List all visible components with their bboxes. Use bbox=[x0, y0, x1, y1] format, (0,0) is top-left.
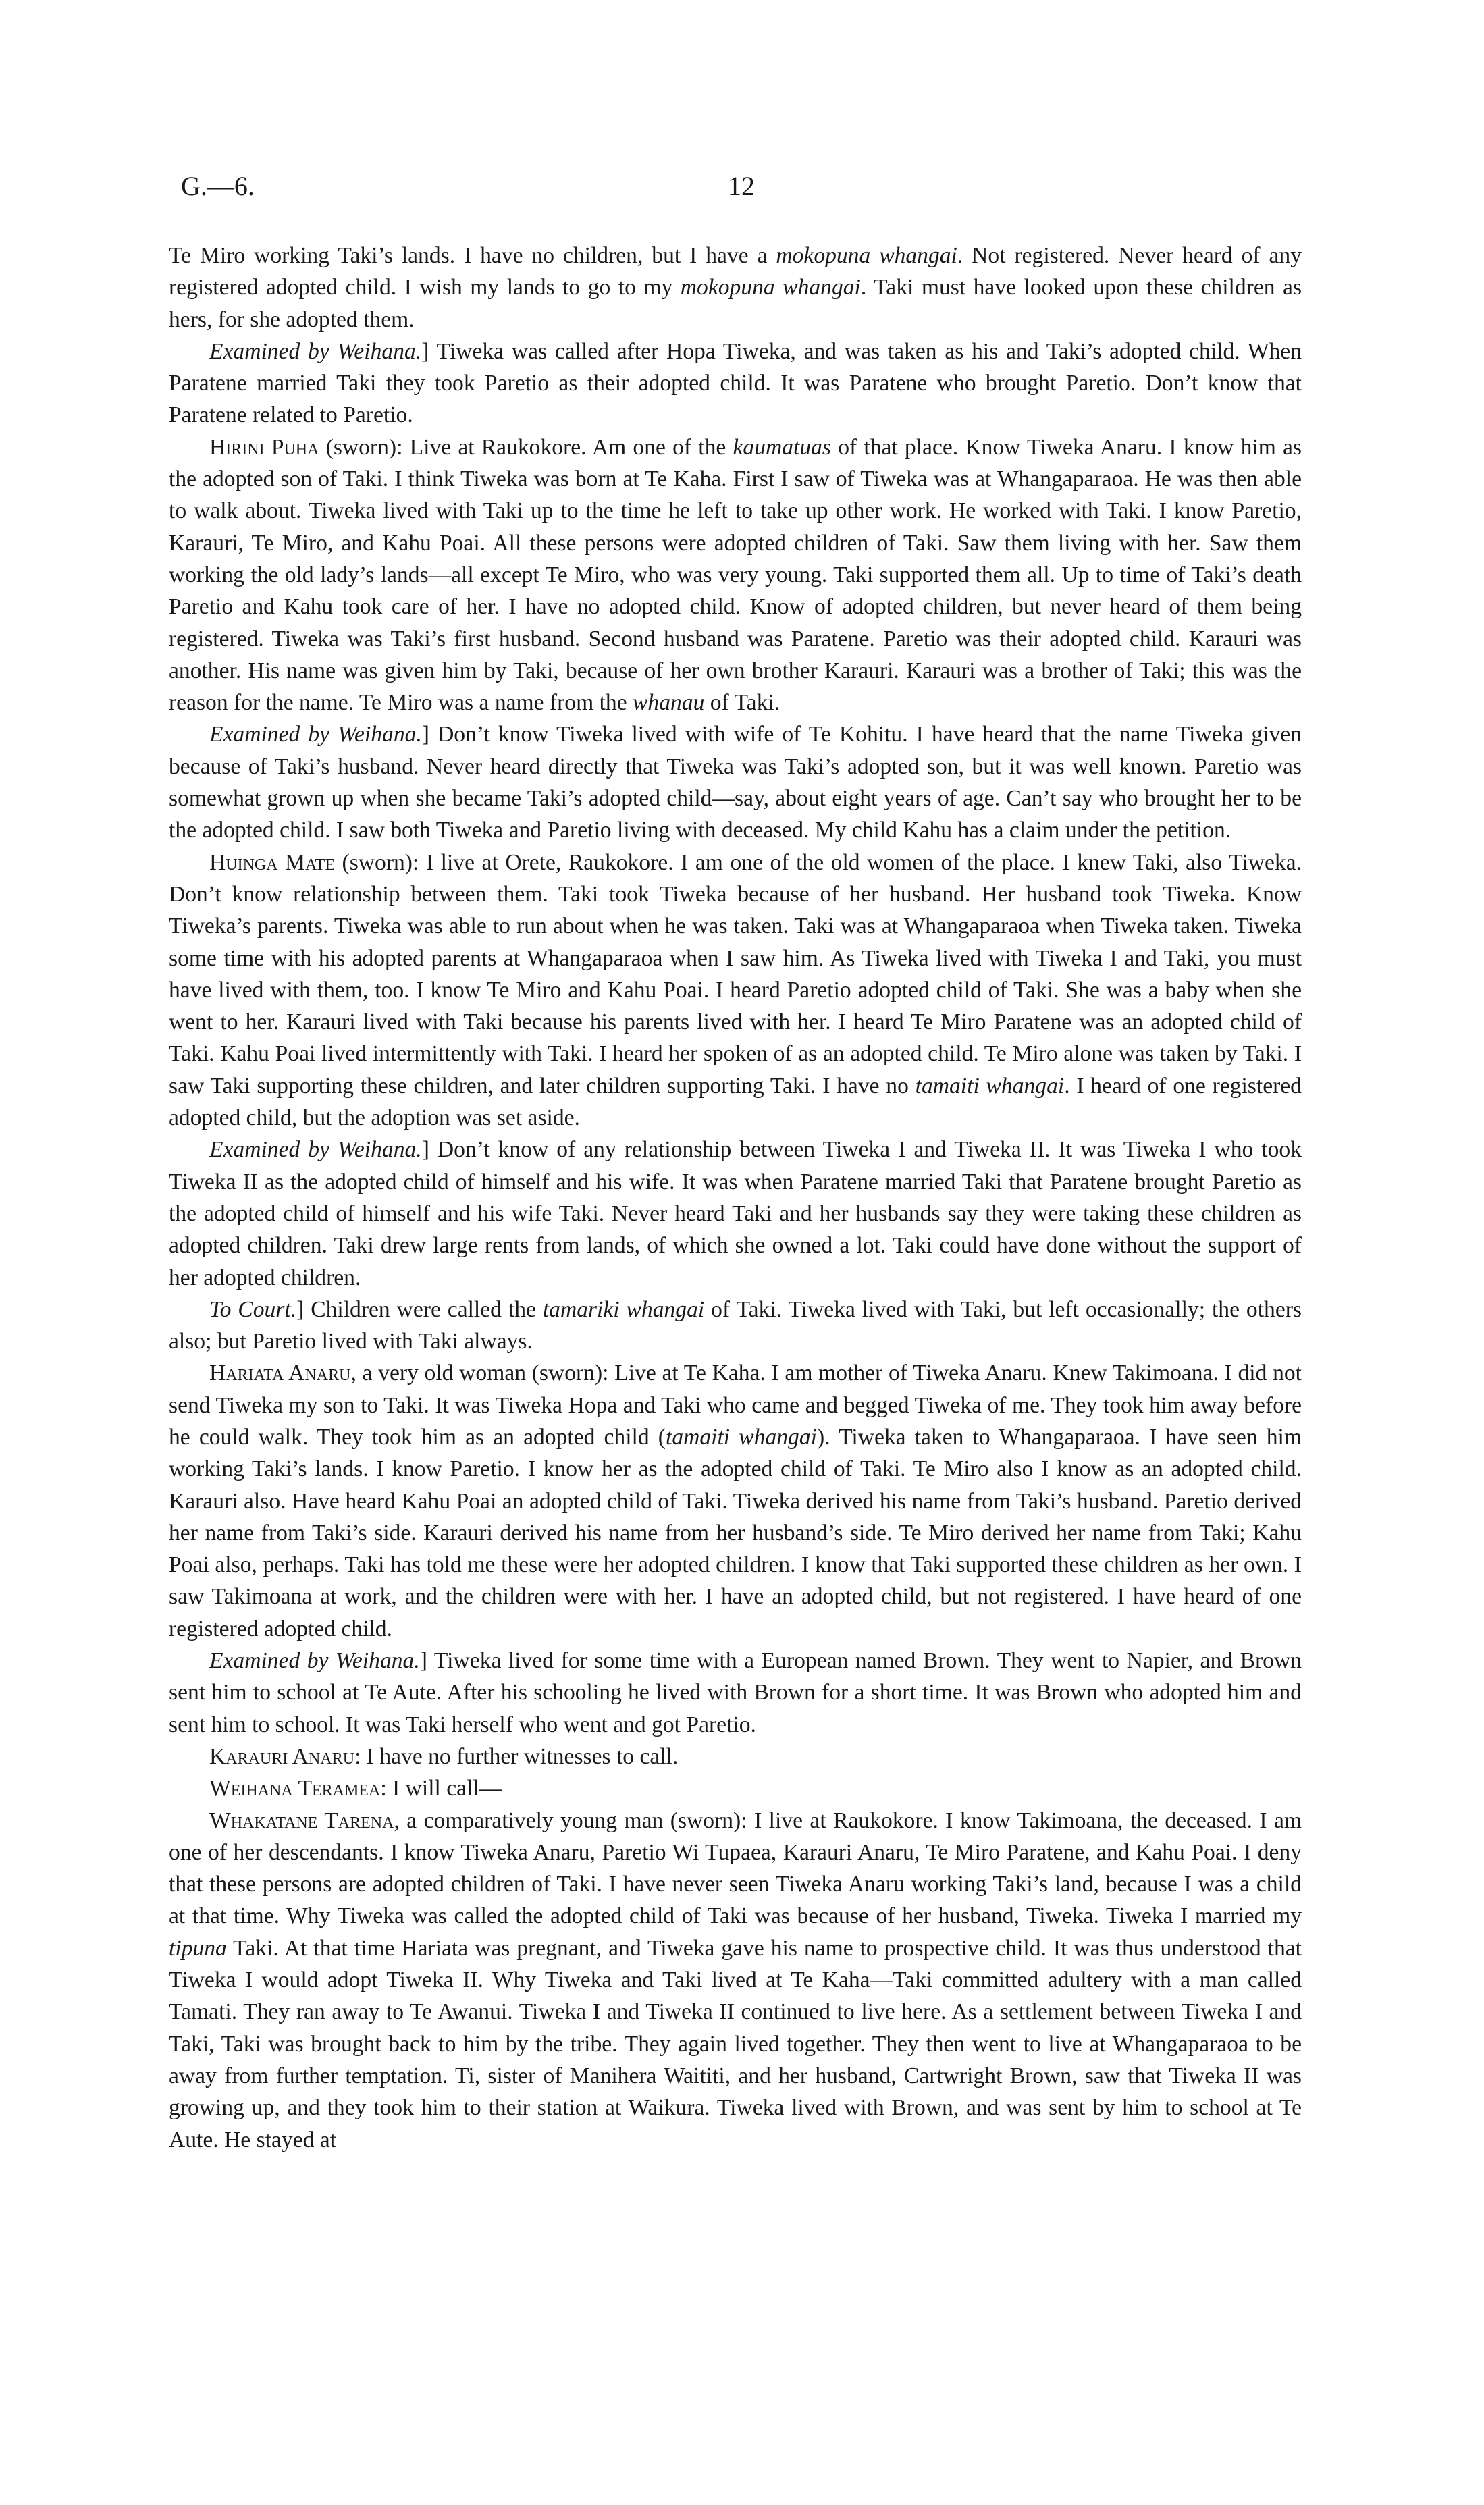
text-run: . I heard of one registered adopted child, but the adoption was set aside. bbox=[169, 1073, 1302, 1131]
text-run: ] Don’t know of any relationship between Tiweka I and Tiweka II. It was Tiweka I who took Tiweka II as the adopted child of himself and his wife. It was when Paratene married Taki that Paratene brought Paretio as the adopted child of himself and his wife Taki. Never heard Taki and her husbands say they were taking these children as adopted children. Taki drew large rents from lands, of which she owned a lot. Taki could have done without the support of her adopted children. bbox=[169, 1137, 1302, 1290]
paragraph bbox=[169, 240, 1302, 336]
body-text bbox=[169, 240, 1302, 2156]
text-run: , a very old woman (sworn): Live at Te Kaha. I am mother of Tiweka Anaru. Knew Takimoana. I did not send Tiweka my son to Taki. It was Tiweka Hopa and Taki who came and begged Tiweka of me. They took him away before he could walk. They took him as an adopted child ( bbox=[169, 1361, 1302, 1450]
speaker-name: Karauri Anaru bbox=[209, 1743, 355, 1769]
paragraph bbox=[169, 1645, 1302, 1741]
page-number: 12 bbox=[728, 171, 755, 201]
text-run: : I have no further witnesses to call. bbox=[354, 1743, 679, 1769]
italic-text: tamaiti whangai bbox=[915, 1073, 1065, 1099]
text-run: . Not registered. Never heard of any registered adopted child. I wish my lands to go to my bbox=[169, 243, 1302, 300]
italic-text: Examined by Weihana. bbox=[209, 1137, 422, 1163]
italic-text: tamaiti whangai bbox=[665, 1424, 817, 1450]
paragraph bbox=[169, 718, 1302, 846]
paragraph bbox=[169, 1357, 1302, 1645]
text-run: ] Don’t know Tiweka lived with wife of Te Kohitu. I have heard that the name Tiweka given because of Taki’s husband. Never heard directly that Tiweka was Taki’s adopted son, but it was well known. Paretio was somewhat grown up when she became Taki’s adopted child—say, about eight years of age. Can’t say who brought her to be the adopted child. I saw both Tiweka and Paretio living with deceased. My child Kahu has a claim under the petition. bbox=[169, 722, 1302, 843]
italic-text: Examined by Weihana. bbox=[209, 1648, 420, 1674]
page-header bbox=[181, 170, 1302, 211]
text-run: of that place. Know Tiweka Anaru. I know him as the adopted son of Taki. I think Tiweka was born at Te Kaha. First I saw of Tiweka was at Whangaparaoa. He was then able to walk about. Tiweka lived with Taki up to the time he left to take up other work. He worked with Taki. I know Paretio, Karauri, Te Miro, and Kahu Poai. All these persons were adopted children of Taki. Saw them living with her. Saw them working the old lady’s lands—all except Te Miro, who was very young. Taki supported them all. Up to time of Taki’s death Paretio and Kahu took care of her. I have no adopted child. Know of adopted children, but never heard of them being registered. Tiweka was Taki’s first husband. Second husband was Paratene. Paretio was their adopted child. Karauri was another. His name was given him by Taki, because of her own brother Karauri. Karauri was a brother of Taki; this was the reason for the name. Te Miro was a name from the bbox=[169, 434, 1302, 716]
speaker-name: Hariata Anaru bbox=[209, 1361, 351, 1386]
text-run: ] Tiweka was called after Hopa Tiweka, and was taken as his and Taki’s adopted child. When Paratene married Taki they took Paretio as their adopted child. It was Paratene who brought Paretio. Don’t know that Paratene related to Paretio. bbox=[169, 338, 1302, 428]
text-run: (sworn): I live at Orete, Raukokore. I am one of the old women of the place. I knew Taki, also Tiweka. Don’t know relationship between them. Taki took Tiweka because of her husband. Her husband took Tiweka. Know Tiweka’s parents. Tiweka was able to run about when he was taken. Taki was at Whangaparaoa when Tiweka taken. Tiweka some time with his adopted parents at Whangaparaoa when I saw him. As Tiweka lived with Tiweka I and Taki, you must have lived with them, too. I know Te Miro and Kahu Poai. I heard Paretio adopted child of Taki. She was a baby when she went to her. Karauri lived with Taki because his parents lived with her. I heard Te Miro Paratene was an adopted child of Taki. Kahu Poai lived intermittently with Taki. I heard her spoken of as an adopted child. Te Miro alone was taken by Taki. I saw Taki supporting these children, and later children supporting Taki. I have no bbox=[169, 849, 1302, 1099]
text-run: of Taki. Tiweka lived with Taki, but left occasionally; the others also; but Paretio lived with Taki always. bbox=[169, 1296, 1302, 1354]
text-run: Taki. At that time Hariata was pregnant, and Tiweka gave his name to prospective child. It was thus understood that Tiweka I would adopt Tiweka II. Why Tiweka and Taki lived at Te Kaha—Taki committed adultery with a man called Tamati. They ran away to Te Awanui. Tiweka I and Tiweka II continued to live here. As a settlement between Tiweka I and Taki, Taki was brought back to him by the tribe. They again lived together. They then went to live at Whangaparaoa to be away from further temptation. Ti, sister of Manihera Waititi, and her husband, Cartwright Brown, saw that Tiweka II was growing up, and they took him to their station at Waikura. Tiweka lived with Brown, and was sent by him to school at Te Aute. He stayed at bbox=[169, 1935, 1302, 2153]
text-run: ] Children were called the bbox=[296, 1296, 543, 1322]
italic-text: To Court. bbox=[209, 1296, 297, 1322]
italic-text: whanau bbox=[633, 690, 705, 716]
text-run: of Taki. bbox=[704, 690, 780, 716]
paragraph bbox=[169, 1134, 1302, 1293]
text-run: Te Miro working Taki’s lands. I have no children, but I have a bbox=[169, 243, 776, 268]
speaker-name: Huinga Mate bbox=[209, 849, 335, 875]
paragraph bbox=[169, 1772, 1302, 1804]
paragraph bbox=[169, 336, 1302, 431]
speaker-name: Whakatane Tarena bbox=[209, 1808, 394, 1833]
text-run: , a comparatively young man (sworn): I live at Raukokore. I know Takimoana, the deceased. I am one of her descendants. I know Tiweka Anaru, Paretio Wi Tupaea, Karauri Anaru, Te Miro Paratene, and Kahu Poai. I deny that these persons are adopted children of Taki. I have never seen Tiweka Anaru working Taki’s land, because I was a child at that time. Why Tiweka was called the adopted child of Taki was because of her husband, Tiweka. Tiweka I married my bbox=[169, 1808, 1302, 1929]
speaker-name: Weihana Teramea bbox=[209, 1776, 381, 1801]
text-run: . Taki must have looked upon these children as hers, for she adopted them. bbox=[169, 275, 1302, 332]
italic-text: mokopuna whangai bbox=[680, 275, 861, 300]
paragraph bbox=[169, 1805, 1302, 2156]
italic-text: tipuna bbox=[169, 1935, 227, 1961]
italic-text: tamariki whangai bbox=[542, 1296, 705, 1322]
text-run: ] Tiweka lived for some time with a European named Brown. They went to Napier, and Brown sent him to school at Te Aute. After his schooling he lived with Brown for a short time. It was Brown who adopted him and sent him to school. It was Taki herself who went and got Paretio. bbox=[169, 1648, 1302, 1737]
italic-text: Examined by Weihana. bbox=[209, 338, 422, 364]
text-run: (sworn): Live at Raukokore. Am one of the bbox=[319, 434, 733, 460]
text-run: : I will call— bbox=[380, 1776, 502, 1801]
speaker-name: Hirini Puha bbox=[209, 434, 319, 460]
paragraph bbox=[169, 1741, 1302, 1772]
italic-text: Examined by Weihana. bbox=[209, 722, 422, 747]
paper-reference: G.—6. bbox=[181, 171, 255, 201]
paragraph bbox=[169, 431, 1302, 719]
italic-text: mokopuna whangai bbox=[776, 243, 957, 268]
paragraph bbox=[169, 847, 1302, 1134]
text-run: ). Tiweka taken to Whangaparaoa. I have seen him working Taki’s lands. I know Paretio. I know her as the adopted child of Taki. Te Miro also I know as an adopted child. Karauri also. Have heard Kahu Poai an adopted child of Taki. Tiweka derived his name from Taki’s husband. Paretio derived her name from Taki’s side. Karauri derived his name from her husband’s side. Te Miro derived her name from Taki; Kahu Poai also, perhaps. Taki has told me these were her adopted children. I know that Taki supported these children as her own. I saw Takimoana at work, and the children were with her. I have an adopted child, but not registered. I have heard of one registered adopted child. bbox=[169, 1424, 1302, 1641]
paragraph bbox=[169, 1294, 1302, 1358]
italic-text: kaumatuas bbox=[733, 434, 831, 460]
